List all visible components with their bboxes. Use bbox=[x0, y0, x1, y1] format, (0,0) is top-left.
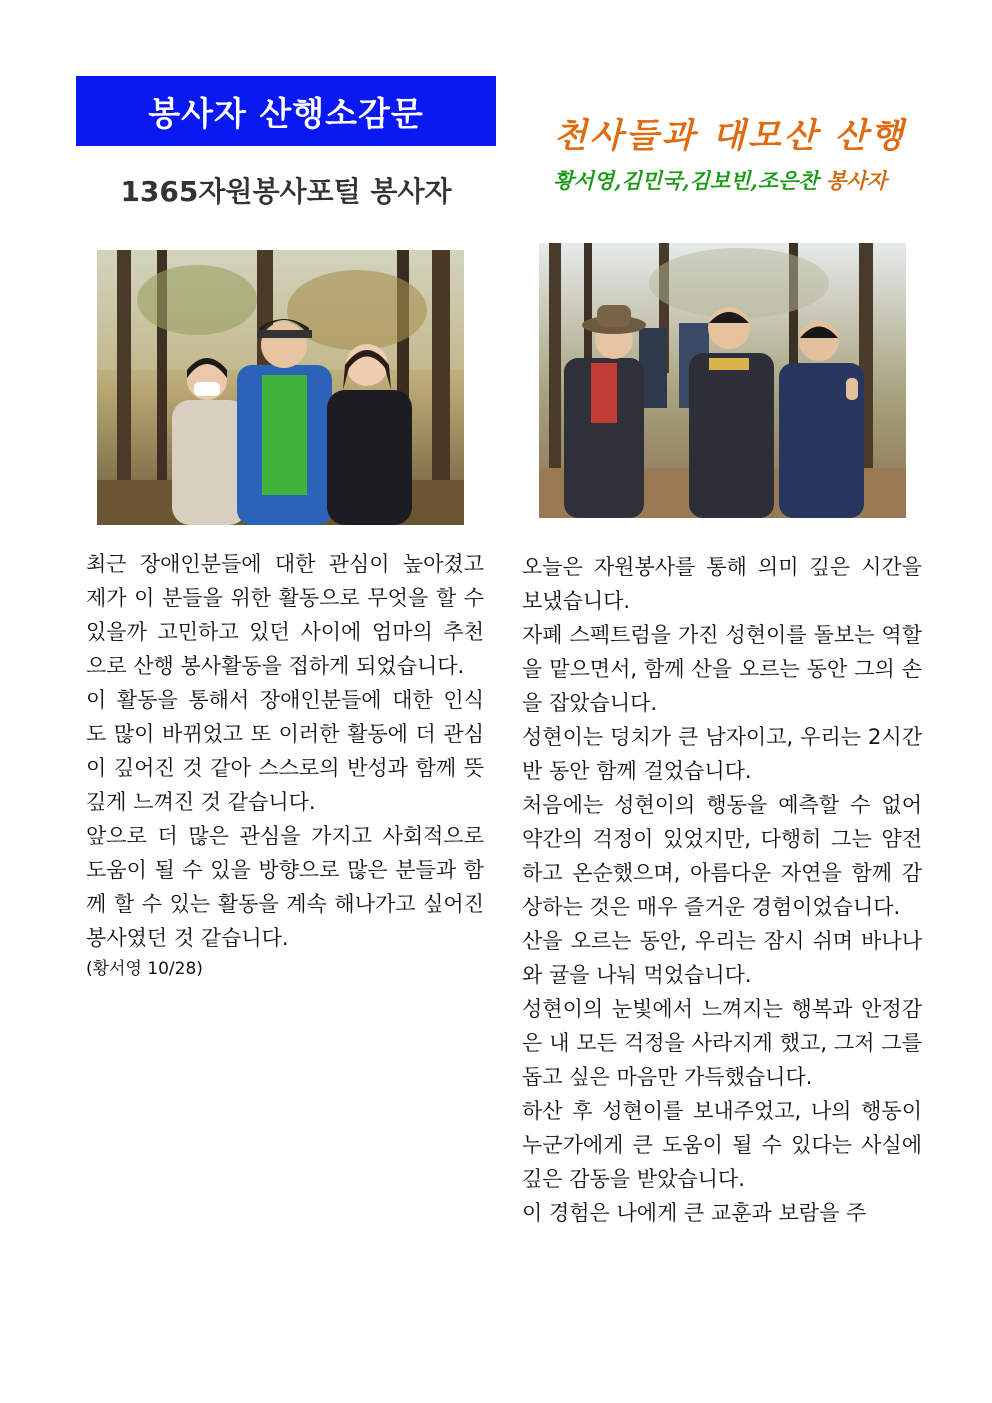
photo-volunteers-left bbox=[97, 250, 464, 525]
volunteer-names: 황서영,김민국,김보빈,조은찬 bbox=[553, 168, 819, 193]
right-paragraph: 처음에는 성현이의 행동을 예측할 수 없어 약간의 걱정이 있었지만, 다행히 그는 얌전하고 온순했으며, 아름다운 자연을 함께 감상하는 것은 매우 즐거운 경험이었습니다. bbox=[522, 793, 922, 919]
left-paragraph: 최근 장애인분들에 대한 관심이 높아졌고 제가 이 분들을 위한 활동으로 무엇을 할 수 있을까 고민하고 있던 사이에 엄마의 추천으로 산행 봉사활동을 접하게 되었습니다. bbox=[86, 552, 484, 678]
right-paragraph: 자폐 스펙트럼을 가진 성현이를 돌보는 역할을 맡으면서, 함께 산을 오르는 동안 그의 손을 잡았습니다. bbox=[522, 623, 922, 715]
right-paragraph: 산을 오르는 동안, 우리는 잠시 쉬며 바나나와 귤을 나눠 먹었습니다. bbox=[522, 929, 922, 987]
page-subtitle: 1365자원봉사포털 봉사자 bbox=[120, 175, 452, 208]
left-paragraph: 앞으로 더 많은 관심을 가지고 사회적으로 도움이 될 수 있을 방향으로 많은 분들과 함께 할 수 있는 활동을 계속 해나가고 싶어진 봉사였던 것 같습니다. bbox=[86, 824, 484, 950]
page-title: 봉사자 산행소감문 bbox=[148, 93, 424, 133]
right-paragraph: 성현이의 눈빛에서 느껴지는 행복과 안정감은 내 모든 걱정을 사라지게 했고, 그저 그를 돕고 싶은 마음만 가득했습니다. bbox=[522, 997, 922, 1089]
right-column-text bbox=[522, 550, 922, 1230]
right-paragraph: 이 경험은 나에게 큰 교훈과 보람을 주 bbox=[522, 1201, 867, 1225]
left-column-text bbox=[86, 547, 484, 983]
article-byline bbox=[520, 165, 920, 195]
left-signature: (황서영 10/28) bbox=[86, 959, 203, 979]
right-paragraph: 성현이는 덩치가 큰 남자이고, 우리는 2시간 반 동안 함께 걸었습니다. bbox=[522, 725, 922, 783]
photo-volunteers-right bbox=[539, 243, 906, 518]
left-paragraph: 이 활동을 통해서 장애인분들에 대한 인식도 많이 바뀌었고 또 이러한 활동에 더 관심이 깊어진 것 같아 스스로의 반성과 함께 뜻깊게 느껴진 것 같습니다. bbox=[86, 688, 484, 814]
right-paragraph: 하산 후 성현이를 보내주었고, 나의 행동이 누군가에게 큰 도움이 될 수 있다는 사실에 깊은 감동을 받았습니다. bbox=[522, 1099, 922, 1191]
volunteer-role: 봉사자 bbox=[825, 168, 887, 193]
right-paragraph: 오늘은 자원봉사를 통해 의미 깊은 시간을 보냈습니다. bbox=[522, 555, 922, 613]
page-title-box bbox=[76, 76, 496, 146]
article-title: 천사들과 대모산 산행 bbox=[553, 116, 907, 156]
